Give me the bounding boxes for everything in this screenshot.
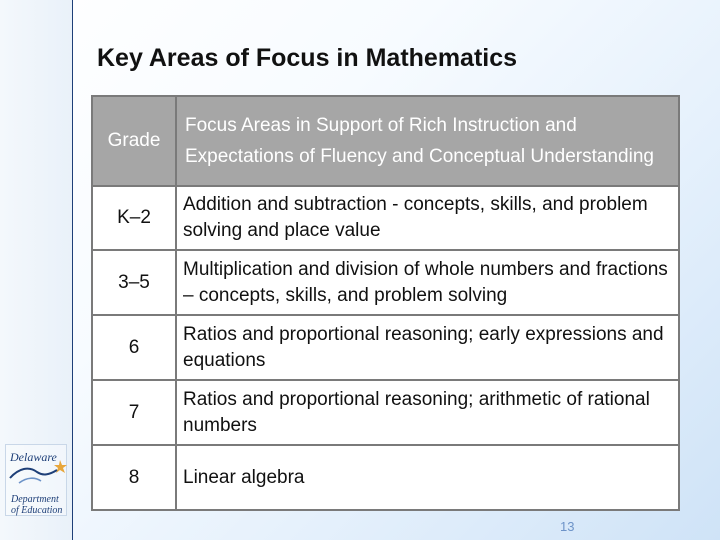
focus-areas-table: [91, 95, 680, 511]
logo-line-2: Department: [11, 494, 59, 505]
slide-title: Key Areas of Focus in Mathematics: [97, 44, 518, 72]
focus-column-header: Focus Areas in Support of Rich Instruction and Expectations of Fluency and Conceptual Understanding: [176, 96, 679, 186]
table-row: [92, 186, 679, 250]
grade-cell: 3–5: [92, 250, 176, 315]
table-row: [92, 315, 679, 380]
focus-cell: Ratios and proportional reasoning; early expressions and equations: [176, 315, 679, 380]
table-row: [92, 445, 679, 510]
grade-cell: 7: [92, 380, 176, 445]
grade-cell: 6: [92, 315, 176, 380]
grade-column-header: Grade: [92, 96, 176, 186]
focus-cell: Addition and subtraction - concepts, skills, and problem solving and place value: [176, 186, 679, 250]
logo-line-1: Delaware: [10, 450, 57, 464]
table-header-row: [92, 96, 679, 186]
delaware-doe-logo: [5, 444, 67, 516]
grade-cell: K–2: [92, 186, 176, 250]
focus-cell: Multiplication and division of whole numbers and fractions – concepts, skills, and problem solving: [176, 250, 679, 315]
grade-cell: 8: [92, 445, 176, 510]
table-row: [92, 380, 679, 445]
page-number: 13: [560, 519, 575, 534]
logo-line-3: of Education: [11, 505, 63, 516]
focus-cell: Linear algebra: [176, 445, 679, 510]
focus-cell: Ratios and proportional reasoning; arithmetic of rational numbers: [176, 380, 679, 445]
table-row: [92, 250, 679, 315]
